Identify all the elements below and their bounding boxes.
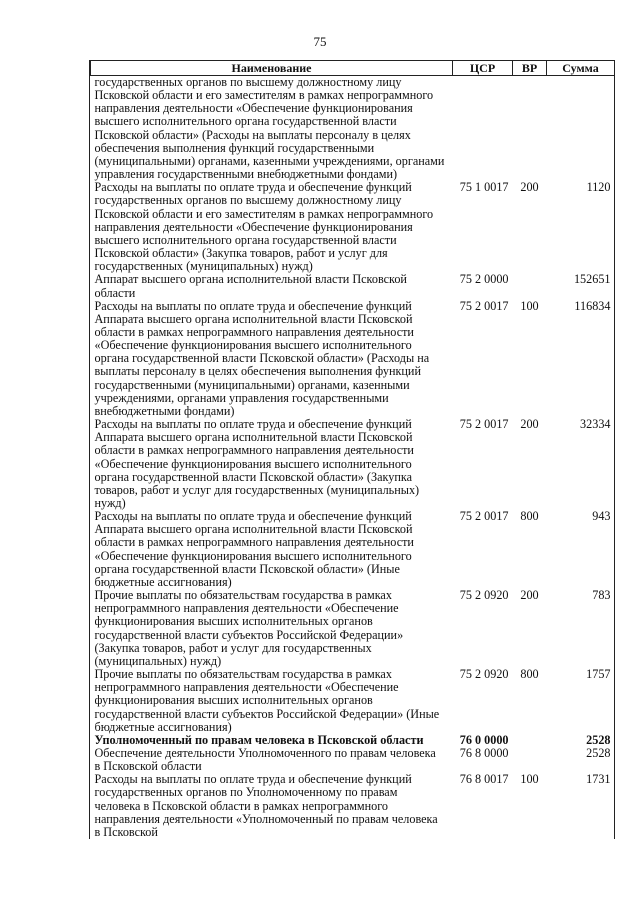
row-vr: 800: [520, 667, 539, 682]
row-vr: [513, 747, 547, 773]
table-body: [91, 76, 615, 840]
row-name: Расходы на выплаты по оплате труда и обеспечение функций Аппарата высшего органа исполнительной власти Псковской области в рамках непрограммного направления деятельности «Обеспечение функционирования высшего исполнительного органа государственной власти Псковской области» (Закупка товаров, работ и услуг для государственных (муниципальных) нужд): [94, 417, 420, 510]
row-vr: 200: [520, 417, 539, 432]
row-vr: 100: [520, 772, 539, 787]
table-row: [91, 181, 615, 273]
row-csr: 75 2 0920: [459, 588, 509, 603]
row-csr: 76 0 0000: [459, 732, 509, 747]
table-row: [91, 300, 615, 418]
row-vr: 200: [520, 588, 539, 603]
header-sum: Сумма: [547, 61, 615, 76]
row-sum: 32334: [580, 417, 611, 432]
row-csr: 75 2 0017: [459, 417, 509, 432]
row-sum: [547, 76, 615, 182]
row-name: Прочие выплаты по обязательствам государства в рамках непрограммного направления деятельности «Обеспечение функционирования высших исполнительных органов государственной власти субъектов Российской Федерации» (Закупка товаров, работ и услуг для государственных (муниципальных) нужд): [94, 588, 404, 668]
row-name: Расходы на выплаты по оплате труда и обеспечение функций Аппарата высшего органа исполнительной власти Псковской области в рамках непрограммного направления деятельности «Обеспечение функционирования высшего исполнительного органа государственной власти Псковской области» (Иные бюджетные ассигнования): [94, 509, 414, 589]
table-row: [91, 589, 615, 668]
header-name: Наименование: [91, 61, 453, 76]
row-name: Расходы на выплаты по оплате труда и обеспечение функций государственных органов по Уполномоченному по правам человека в Псковской области в рамках непрограммного направления деятельности «Уполномоченный по правам человека в Псковской: [94, 772, 438, 839]
header-vr: ВР: [513, 61, 547, 76]
table-row: [91, 747, 615, 773]
row-sum: 783: [592, 588, 611, 603]
row-csr: 76 8 0017: [459, 772, 509, 787]
table-header-row: [91, 61, 615, 76]
row-sum: 116834: [574, 298, 611, 313]
row-name: государственных органов по высшему должностному лицу Псковской области и его заместителям в рамках непрограммного направления деятельности «Обеспечение функционирования высшего исполнительного органа государственной власти Псковской области» (Расходы на выплаты персоналу в целях обеспечения выполнения функций государственными (муниципальными) органами, казенными учреждениями, органами управления государственными внебюджетными фондами): [94, 75, 445, 182]
table-row: [91, 418, 615, 510]
row-sum: 2528: [586, 732, 611, 747]
table-row: [91, 76, 615, 182]
row-name: Расходы на выплаты по оплате труда и обеспечение функций Аппарата высшего органа исполнительной власти Псковской области в рамках непрограммного направления деятельности «Обеспечение функционирования высшего исполнительного органа государственной власти Псковской области» (Расходы на выплаты персоналу в целях обеспечения выполнения функций государственными (муниципальными) органами, казенными учреждениями, органами управления государственными внебюджетными фондами): [94, 298, 430, 418]
table-row: [91, 273, 615, 299]
row-csr: 75 2 0920: [459, 667, 509, 682]
row-csr: [453, 76, 513, 182]
row-vr: 800: [520, 509, 539, 524]
row-csr: 75 2 0017: [459, 509, 509, 524]
row-name: Обеспечение деятельности Уполномоченного по правам человека в Псковской области: [94, 745, 436, 774]
row-vr: [513, 76, 547, 182]
table-row-section: [91, 734, 615, 747]
row-name: Прочие выплаты по обязательствам государства в рамках непрограммного направления деятельности «Обеспечение функционирования высших исполнительных органов государственной власти субъектов Российской Федерации» (Иные бюджетные ассигнования): [94, 667, 440, 734]
row-csr: 75 2 0017: [459, 298, 509, 313]
row-sum: 2528: [586, 745, 611, 760]
budget-table-grid: [90, 60, 615, 839]
row-csr: 76 8 0000: [459, 745, 509, 760]
row-vr: 100: [520, 298, 539, 313]
page-number: 75: [313, 34, 327, 49]
row-vr: [513, 273, 547, 299]
budget-table: [89, 60, 615, 839]
row-name: Уполномоченный по правам человека в Псковской области: [94, 732, 424, 747]
row-sum: 1731: [586, 772, 611, 787]
row-sum: 1757: [586, 667, 611, 682]
header-csr: ЦСР: [453, 61, 513, 76]
row-vr: 200: [520, 180, 539, 195]
row-sum: 943: [592, 509, 611, 524]
table-row: [91, 668, 615, 734]
table-row: [91, 510, 615, 589]
row-vr: [513, 734, 547, 747]
row-sum: 152651: [573, 272, 611, 287]
row-csr: 75 2 0000: [459, 272, 509, 287]
table-row: [91, 773, 615, 839]
row-sum: 1120: [586, 180, 611, 195]
row-name: Расходы на выплаты по оплате труда и обеспечение функций государственных органов по высшему должностному лицу Псковской области и его заместителям в рамках непрограммного направления деятельности «Обеспечение функционирования высшего исполнительного органа государственной власти Псковской области» (Закупка товаров, работ и услуг для государственных (муниципальных) нужд): [94, 180, 434, 274]
row-name: Аппарат высшего органа исполнительной власти Псковской области: [94, 272, 407, 300]
row-csr: 75 1 0017: [459, 180, 509, 195]
